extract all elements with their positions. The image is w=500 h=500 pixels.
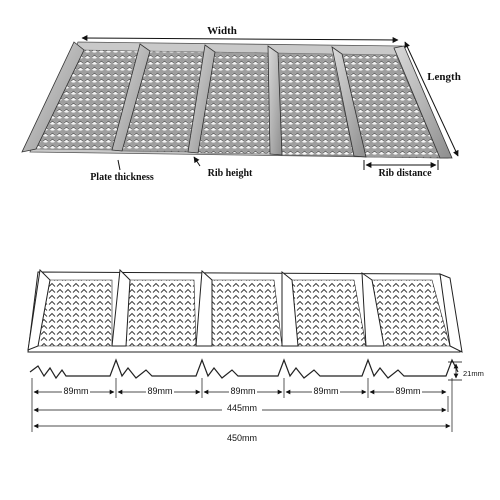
label-height-21mm: 21mm [463, 369, 484, 378]
rib-height-arrow [194, 157, 200, 166]
label-plate-thickness: Plate thickness [90, 172, 154, 183]
label-pitch-3: 89mm [230, 386, 256, 396]
label-length: Length [427, 71, 461, 83]
chevron-panel-4 [292, 280, 366, 346]
width-arrow [82, 38, 398, 40]
label-pitch-2: 89mm [147, 386, 173, 396]
chevron-panel-3 [212, 280, 282, 346]
sheet-profile-section [30, 360, 458, 378]
label-pitch-1: 89mm [63, 386, 89, 396]
plate-thickness-leader [118, 160, 120, 170]
label-effective-width: 445mm [226, 403, 258, 413]
label-width: Width [207, 25, 237, 37]
label-pitch-5: 89mm [395, 386, 421, 396]
chevron-panel-2 [126, 280, 196, 346]
label-pitch-4: 89mm [313, 386, 339, 396]
chevron-panel-1 [38, 280, 112, 346]
sheet-3d-view [22, 25, 461, 183]
label-total-width: 450mm [226, 433, 258, 443]
label-rib-height: Rib height [207, 168, 253, 179]
sheet-line-drawing [28, 270, 484, 443]
label-rib-distance: Rib distance [378, 168, 432, 179]
